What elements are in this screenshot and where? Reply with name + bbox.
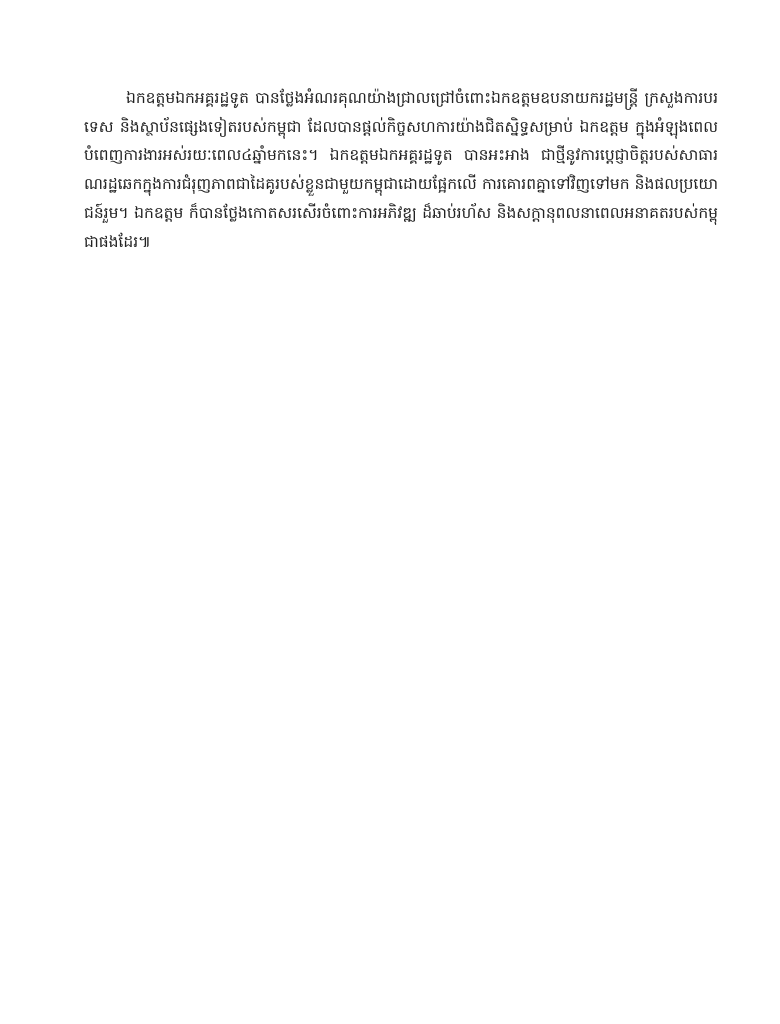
body-paragraph: ឯកឧត្តមឯកអគ្គរដ្ឋទូត បានថ្លែងអំណរគុណយ៉ាងជ្រាលជ្រៅចំពោះឯកឧត្តមឧបនាយករដ្ឋមន្ត្រី ក្រសួងការបរទេស និងស្ថាប័នផ្សេងទៀតរបស់កម្ពុជា ដែលបានផ្តល់កិច្ចសហការយ៉ាងជិតស្និទ្ធសម្រាប់ ឯកឧត្តម ក្នុងអំឡុងពេលបំពេញការងារអស់រយៈពេល៤ឆ្នាំមកនេះ។ ឯកឧត្តមឯកអគ្គរដ្ឋទូត បានអះអាង ជាថ្មីនូវការប្តេជ្ញាចិត្តរបស់សាធារណរដ្ឋឆេកក្នុងការជំរុញភាពជាដៃគូរបស់ខ្លួនជាមួយកម្ពុជាដោយផ្អែកលើ ការគោរពគ្នាទៅវិញទៅមក និងផលប្រយោជន៍រួម។ ឯកឧត្តម ក៏បានថ្លែងកោតសរសើរចំពោះការអភិវឌ្ឍ ដ៏ឆាប់រហ័ស និងសក្តានុពលនាពេលអនាគតរបស់កម្ពុជាផងដែរ៕ (84, 89, 718, 251)
